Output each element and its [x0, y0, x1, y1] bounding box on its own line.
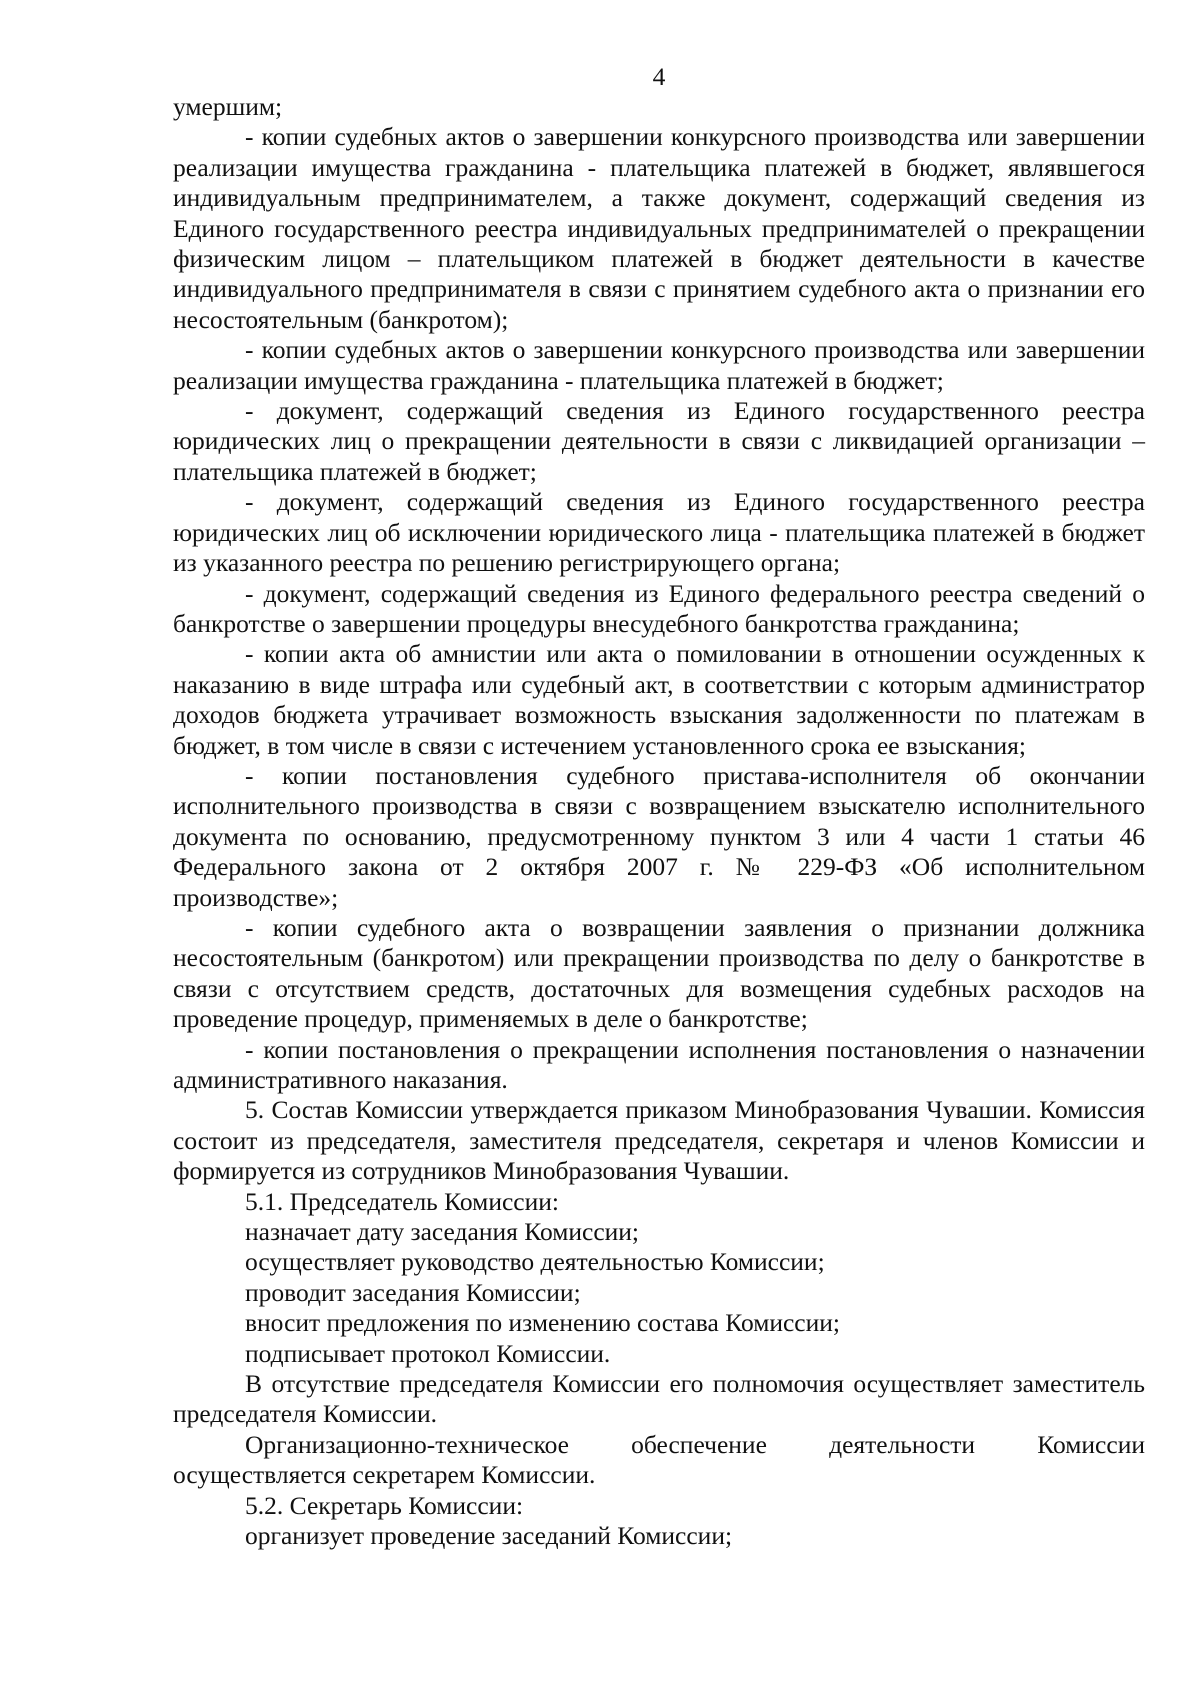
- paragraph-16: подписывает протокол Комиссии.: [245, 1338, 611, 1368]
- paragraph-18: Организационно-техническое обеспечение деятельности Комиссии осуществляется секретарем Комиссии.: [173, 1429, 1145, 1490]
- paragraph-7: - копии постановления судебного пристава-исполнителя об окончании исполнительного производства в связи с возвращением взыскателю исполнительного документа по основанию, предусмотренному пунктом 3 или 4 части 1 статьи 46 Федерального закона от 2 октября 2007 г. № 229-ФЗ «Об исполнительном производстве»;: [173, 760, 1145, 912]
- paragraph-13: осуществляет руководство деятельностью Комиссии;: [245, 1247, 825, 1277]
- paragraph-15: вносит предложения по изменению состава Комиссии;: [245, 1308, 841, 1338]
- paragraph-12: назначает дату заседания Комиссии;: [245, 1217, 640, 1247]
- paragraph-17: В отсутствие председателя Комиссии его полномочия осуществляет заместитель председателя Комиссии.: [173, 1369, 1145, 1429]
- paragraph-0: умершим;: [173, 92, 283, 121]
- paragraph-11: 5.1. Председатель Комиссии:: [245, 1186, 559, 1216]
- paragraph-3: - документ, содержащий сведения из Единого государственного реестра юридических лиц о прекращении деятельности в связи с ликвидацией организации – плательщика платежей в бюджет;: [173, 396, 1145, 486]
- paragraph-5: - документ, содержащий сведения из Единого федерального реестра сведений о банкротстве о завершении процедуры внесудебного банкротства гражданина;: [173, 578, 1145, 638]
- paragraph-9: - копии постановления о прекращении исполнения постановления о назначении административного наказания.: [173, 1034, 1145, 1094]
- paragraph-1: - копии судебных актов о завершении конкурсного производства или завершении реализации имущества гражданина - плательщика платежей в бюджет, являвшегося индивидуальным предпринимателем, а также документ, содержащий сведения из Единого государственного реестра индивидуальных предпринимателей о прекращении физическим лицом – плательщиком платежей в бюджет деятельности в качестве индивидуального предпринимателя в связи с принятием судебного акта о признании его несостоятельным (банкротом);: [173, 122, 1145, 334]
- paragraph-4: - документ, содержащий сведения из Единого государственного реестра юридических лиц об исключении юридического лица - плательщика платежей в бюджет из указанного реестра по решению регистрирующего органа;: [173, 487, 1145, 578]
- paragraph-6: - копии акта об амнистии или акта о помиловании в отношении осужденных к наказанию в виде штрафа или судебный акт, в соответствии с которым администратор доходов бюджета утрачивает возможность взыскания задолженности по платежам в бюджет, в том числе в связи с истечением установленного срока ее взыскания;: [173, 639, 1145, 760]
- paragraph-14: проводит заседания Комиссии;: [245, 1277, 581, 1307]
- page-number: 4: [652, 62, 666, 91]
- paragraph-19: 5.2. Секретарь Комиссии:: [245, 1490, 524, 1520]
- document-body: [173, 92, 1145, 1552]
- document-page: [173, 62, 1145, 1552]
- paragraph-2: - копии судебных актов о завершении конкурсного производства или завершении реализации имущества гражданина - плательщика платежей в бюджет;: [173, 335, 1145, 395]
- paragraph-20: организует проведение заседаний Комиссии;: [245, 1521, 733, 1551]
- paragraph-10: 5. Состав Комиссии утверждается приказом Минобразования Чувашии. Комиссия состоит из председателя, заместителя председателя, секретаря и членов Комиссии и формируется из сотрудников Минобразования Чувашии.: [173, 1095, 1145, 1186]
- paragraph-8: - копии судебного акта о возвращении заявления о признании должника несостоятельным (банкротом) или прекращении производства по делу о банкротстве в связи с отсутствием средств, достаточных для возмещения судебных расходов на проведение процедур, применяемых в деле о банкротстве;: [173, 912, 1145, 1034]
